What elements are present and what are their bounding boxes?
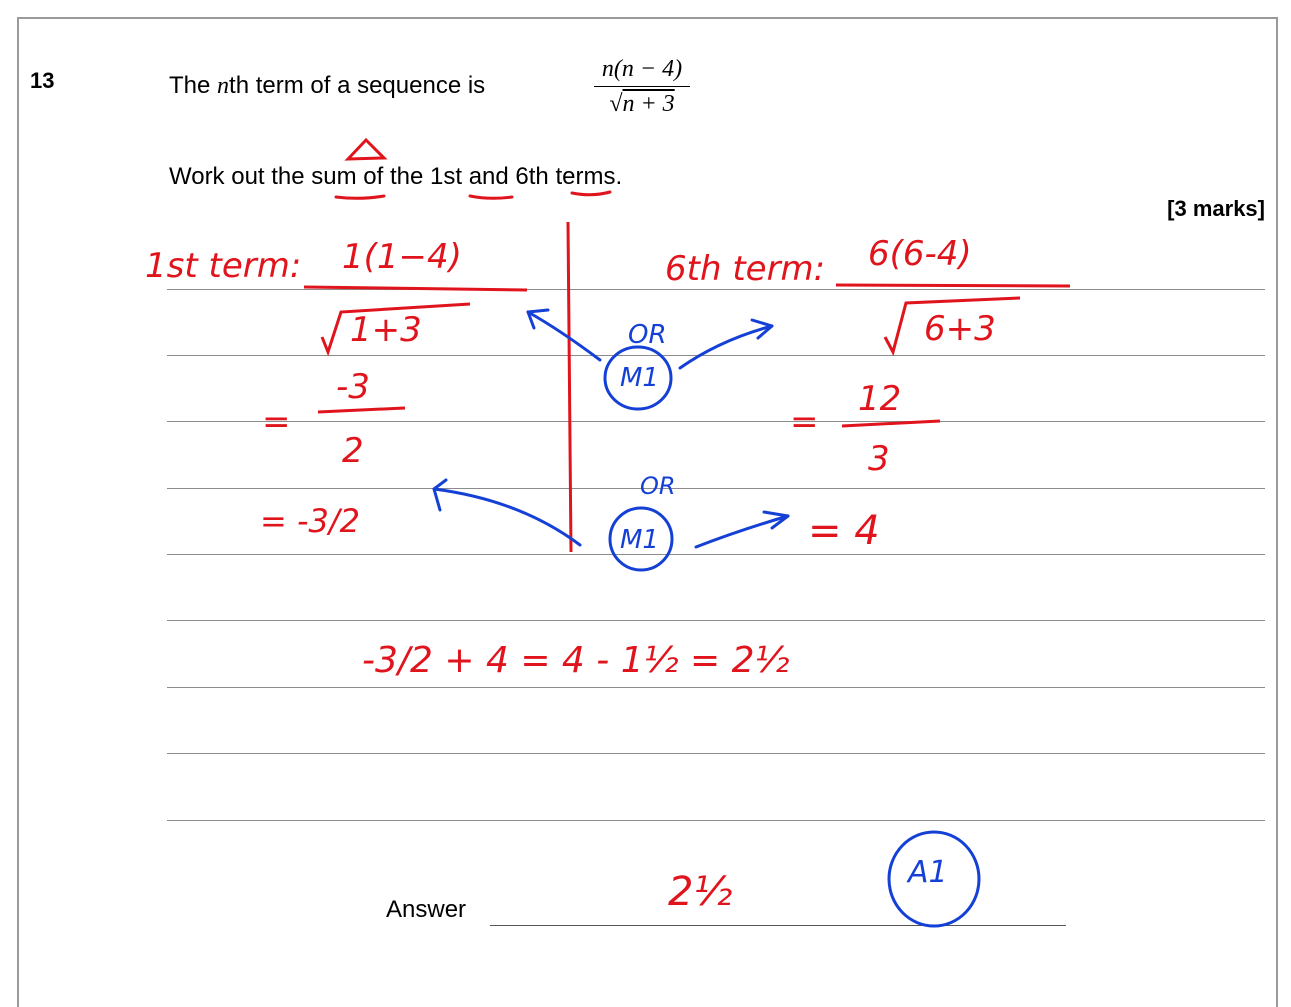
sixth-term-numerator: 6(6-4) [868, 234, 972, 274]
sixth-step-denominator: 3 [868, 439, 890, 479]
working-line [167, 488, 1265, 489]
question-number: 13 [30, 68, 55, 93]
m1-label: M1 [620, 525, 659, 555]
working-line [167, 753, 1265, 754]
m1-label: M1 [620, 363, 659, 393]
first-term-denominator: 1+3 [350, 310, 422, 350]
stem-prefix: The [169, 72, 218, 99]
sixth-term-label: 6th term: [665, 249, 826, 289]
equals-sign: = [790, 402, 819, 442]
equals-sign: = [262, 402, 291, 442]
formula-numerator: n(n − 4) [601, 56, 683, 82]
working-line [167, 554, 1265, 555]
formula-denominator: n + 3 [622, 91, 675, 117]
a1-label: A1 [908, 855, 948, 890]
or-label: OR [628, 320, 667, 350]
working-line [167, 620, 1265, 621]
first-term-numerator: 1(1−4) [342, 237, 462, 277]
sum-line: -3/2 + 4 = 4 - 1½ = 2½ [362, 640, 790, 681]
answer-line[interactable] [490, 925, 1066, 926]
formula-denominator-wrap [592, 87, 692, 118]
first-step-numerator: -3 [336, 367, 370, 407]
nth-term-formula [592, 56, 692, 118]
or-label: OR [640, 472, 676, 500]
working-line [167, 820, 1265, 821]
working-line [167, 355, 1265, 356]
stem-variable: n [217, 73, 230, 99]
question-stem [169, 72, 485, 100]
marks-label: [3 marks] [1167, 196, 1265, 221]
working-line [167, 289, 1265, 290]
answer-value: 2½ [668, 869, 733, 915]
working-line [167, 687, 1265, 688]
sixth-term-denominator: 6+3 [924, 309, 996, 349]
sixth-term-result: = 4 [808, 508, 880, 554]
answer-label: Answer [386, 896, 467, 923]
sixth-step-numerator: 12 [858, 379, 902, 419]
radical-sign: √ [609, 91, 623, 117]
first-step-denominator: 2 [342, 431, 364, 471]
working-line [167, 421, 1265, 422]
question-task: Work out the sum of the 1st and 6th terms. [169, 163, 623, 190]
stem-suffix: th term of a sequence is [229, 72, 486, 99]
first-term-label: 1st term: [145, 246, 302, 286]
first-term-result: = -3/2 [260, 502, 361, 540]
